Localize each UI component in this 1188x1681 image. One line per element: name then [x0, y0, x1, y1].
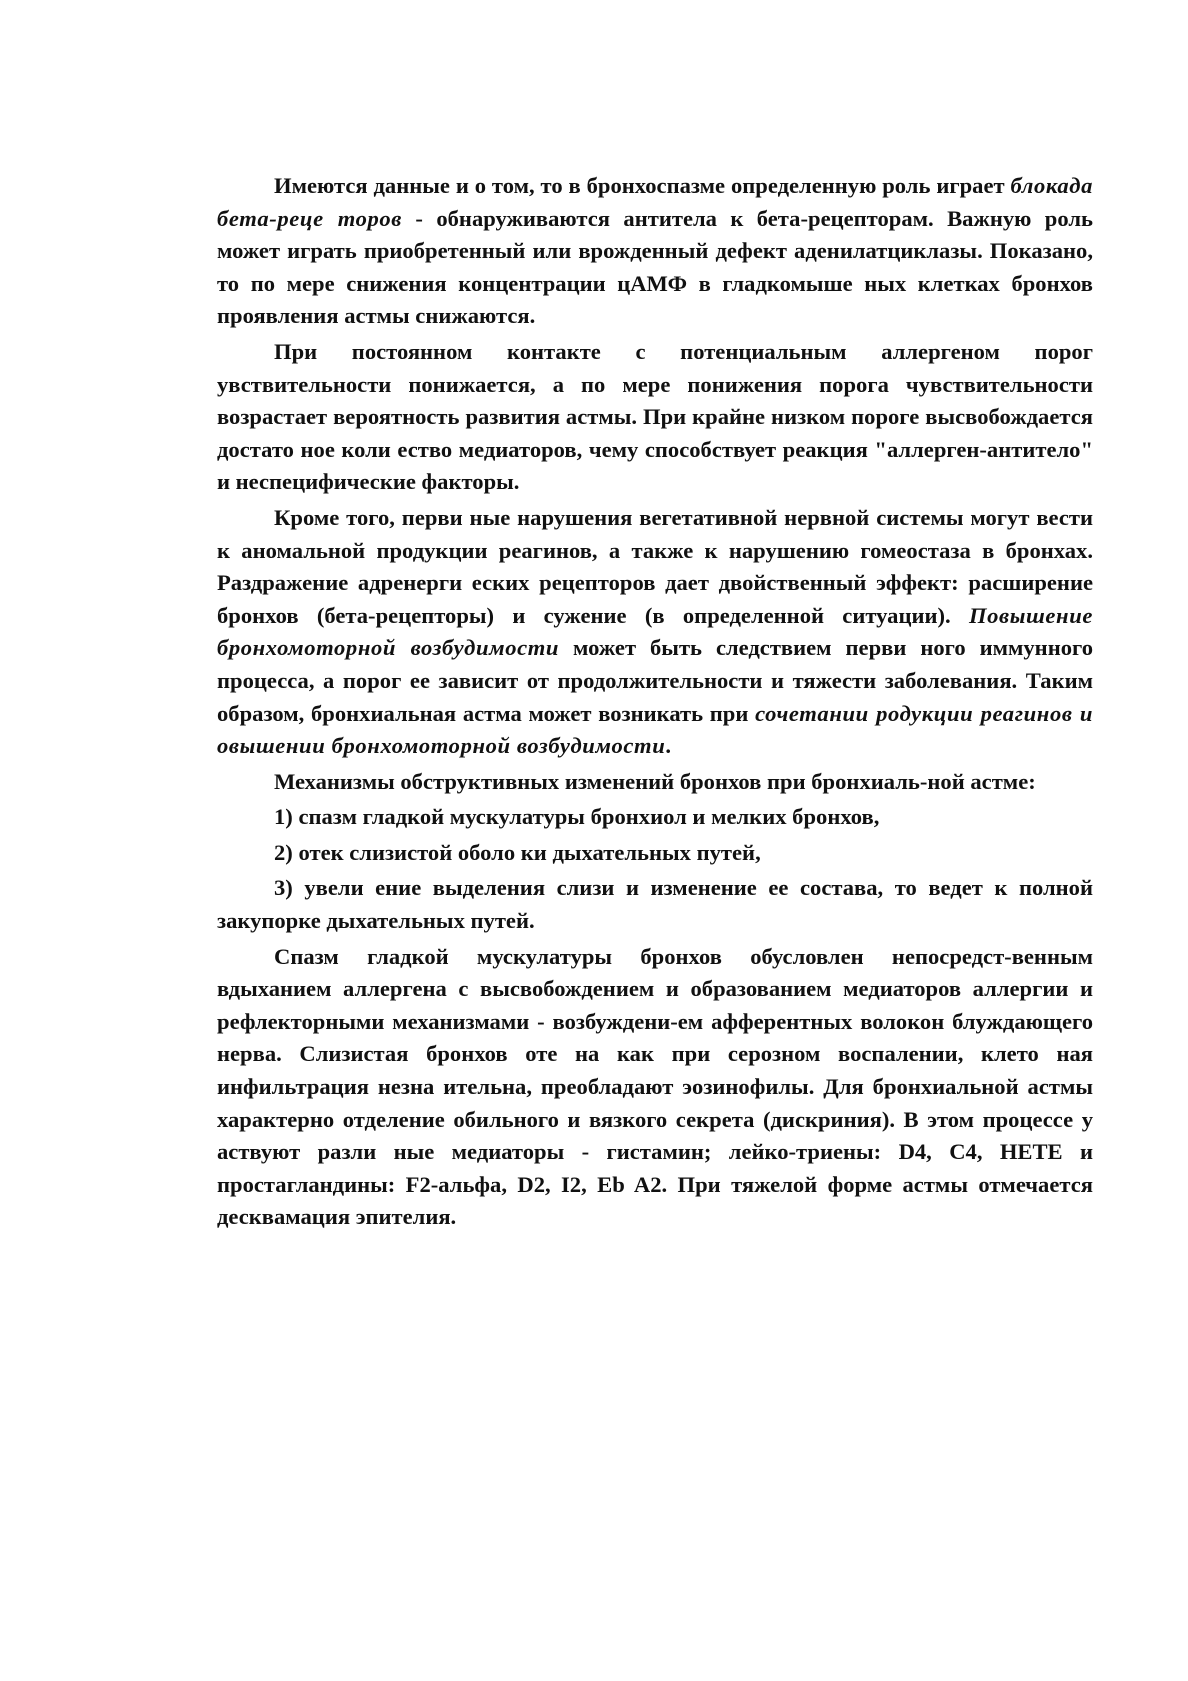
paragraph-obstruction-mechanisms: [217, 766, 1093, 799]
text-segment: Имеются данные и о том, то в бронхоспазме определенную роль играет: [274, 173, 1011, 198]
text-segment: При постоянном контакте с потенциальным аллергеном порог увствительности понижается, а по мере понижения порога чувствительности возрастает вероятность развития астмы. При крайне низком пороге высвобождается достато ное коли ество медиаторов, чему способствует реакция "аллерген-антитело" и неспецифические факторы.: [217, 338, 1093, 495]
list-item: 2) отек слизистой оболо ки дыхательных путей,: [274, 839, 761, 865]
text-segment: .: [665, 733, 672, 759]
paragraph-autonomic-disorders: [217, 502, 1093, 763]
text-segment: может быть следствием перви ного иммунного процесса, а порог ее зависит от продолжительности и тяжести заболевания. Таким образом, бронхиальная астма может возникать при: [217, 635, 1093, 726]
text-segment: - обнаруживаются антитела к бета-рецепторам. Важную роль может играть приобретенный или врожденный дефект аденилатциклазы. Показано, то по мере снижения концентрации цАМФ в гладкомыше ных клетках бронхов проявления астмы снижаются.: [217, 205, 1093, 329]
list-item: 3) увели ение выделения слизи и изменение ее состава, то ведет к полной закупорке дыхательных путей.: [217, 875, 1093, 934]
list-item: 1) спазм гладкой мускулатуры бронхиол и мелких бронхов,: [274, 804, 880, 830]
paragraph-smooth-muscle-spasm: Спазм гладкой мускулатуры бронхов обусловлен непосредст-венным вдыханием аллергена с высвобождением и образованием медиаторов аллергии и рефлекторными механизмами - возбуждени-ем афферентных волокон блуждающего нерва. Слизистая бронхов оте на как при серозном воспалении, клето ная инфильтрация незна ительна, преобладают эозинофилы. Для бронхиальной астмы характерно отделение обильного и вязкого секрета (дискриния). В этом процессе у аствуют разли ные медиаторы - гистамин; лейко-триены: D4, C4, HETE и простагландины: F2-альфа, D2, I2, Eb A2. При тяжелой форме астмы отмечается десквамация эпителия.: [217, 943, 1093, 1230]
italic-term-beta-blockade: блокада бета-реце торов: [217, 173, 1093, 231]
italic-term-reagin-combination: сочетании родукции реагинов и овышении бронхомоторной возбудимости: [217, 700, 1093, 759]
document-body: [217, 170, 1093, 1237]
italic-term-bronchomotor-excitability: Повышение бронхомоторной возбудимости: [217, 602, 1093, 661]
text-segment: Механизмы обструктивных изменений бронхов при бронхиаль-ной астме:: [274, 768, 1036, 794]
paragraph-sensitivity-threshold: [217, 336, 1093, 499]
paragraph-beta-receptor-blockade: [217, 170, 1093, 333]
text-segment: Кроме того, перви ные нарушения вегетативной нервной системы могут вести к аномальной продукции реагинов, а также к нарушению гомеостаза в бронхах. Раздражение адренерги еских рецепторов дает двойственный эффект: расширение бронхов (бета-рецепторы) и сужение (в определенной ситуации).: [217, 504, 1093, 628]
